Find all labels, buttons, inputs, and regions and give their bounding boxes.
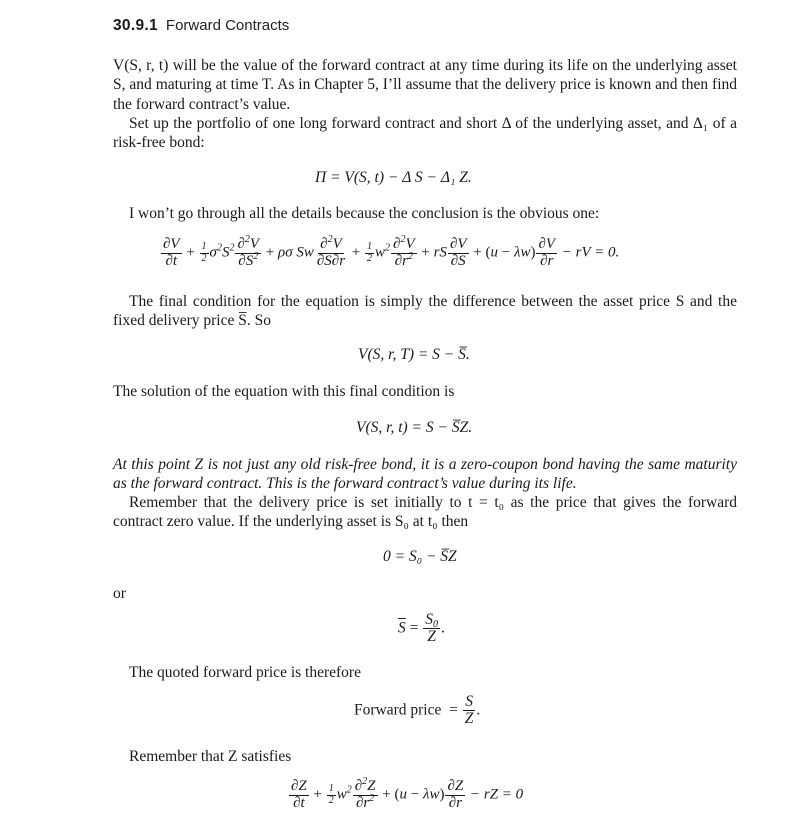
section-number: 30.9.1 xyxy=(113,17,158,34)
or-connector: or xyxy=(113,585,126,602)
paragraph-8: The quoted forward price is therefore xyxy=(129,664,361,681)
paragraph-1: V(S, r, t) will be the value of the forward contract at any time during its life on the underlying asset S, and maturing at time T. As in Chapter 5, I’ll assume that the delivery price is known and then find the forward contract’s value. xyxy=(113,57,737,113)
final-condition-equation: V(S, r, T) = S − S̅. xyxy=(358,346,470,363)
zero-coupon-pde-tail: − rZ = 0 xyxy=(469,786,524,803)
paragraph-6 xyxy=(113,455,737,494)
paragraph-4: The final condition for the equation is simply the difference between the asset price S and the fixed delivery price S̅. So xyxy=(113,293,737,330)
forward-pde: $\frac{\partial V}{\partial t}$ + $\frac{1}{2}$ $\sigma^2S^2$ $\frac{\partial^2V}{\partial S^2}$ + ρσ Sw $\frac{\partial^2V}{\partial S\partial r}$ + $\frac{1}{2}$ $w^2$ $\frac{\partial^2V}{\partial r^2}$ + rS $\frac{\partial V}{\partial S}$ + (u − λw) $\frac{\partial V}{\partial r}$ − rV = 0. xyxy=(163,234,620,269)
forward-price-label: Forward price xyxy=(354,701,442,719)
zero-coupon-pde: $\frac{\partial Z}{\partial t}$ + $\frac{1}{2}$ $w^2$ $\frac{\partial^2Z}{\partial r^2}$ + (u − λw) $\frac{\partial Z}{\partial r}$ − rZ = 0 xyxy=(291,776,524,811)
delivery-price-equation: $\overline{S}$ = $\frac{S_0}{Z}$ . xyxy=(398,611,445,646)
paragraph-6-text: At this point Z is not just any old risk-free bond, it is a zero-coupon bond having the same maturity as the forward contract. This is the forward contract’s value during its life. xyxy=(113,456,737,493)
zero-value-equation: 0 = S₀ − S̅Z xyxy=(383,548,457,565)
portfolio-equation: Π = V(S, t) − Δ S − Δ₁ Z. xyxy=(315,169,472,186)
solution-equation: V(S, r, t) = S − S̅Z. xyxy=(356,419,473,436)
section-title: Forward Contracts xyxy=(165,17,290,34)
paragraph-2: Set up the portfolio of one long forward contract and short Δ of the underlying asset, and Δ₁ of a risk-free bond: xyxy=(113,115,737,152)
forward-pde-tail: − rV = 0. xyxy=(561,244,620,261)
paragraph-7: Remember that the delivery price is set initially to t = t₀ as the price that gives the forward contract zero value. If the underlying asset is S₀ at t₀ then xyxy=(113,494,737,531)
paragraph-9: Remember that Z satisfies xyxy=(129,748,292,765)
paragraph-5: The solution of the equation with this final condition is xyxy=(113,383,455,400)
forward-price-equation: Forward price = $\frac{S}{Z}$ . xyxy=(354,693,481,728)
section-heading xyxy=(113,17,289,35)
paragraph-3: I won’t go through all the details because the conclusion is the obvious one: xyxy=(129,205,600,222)
